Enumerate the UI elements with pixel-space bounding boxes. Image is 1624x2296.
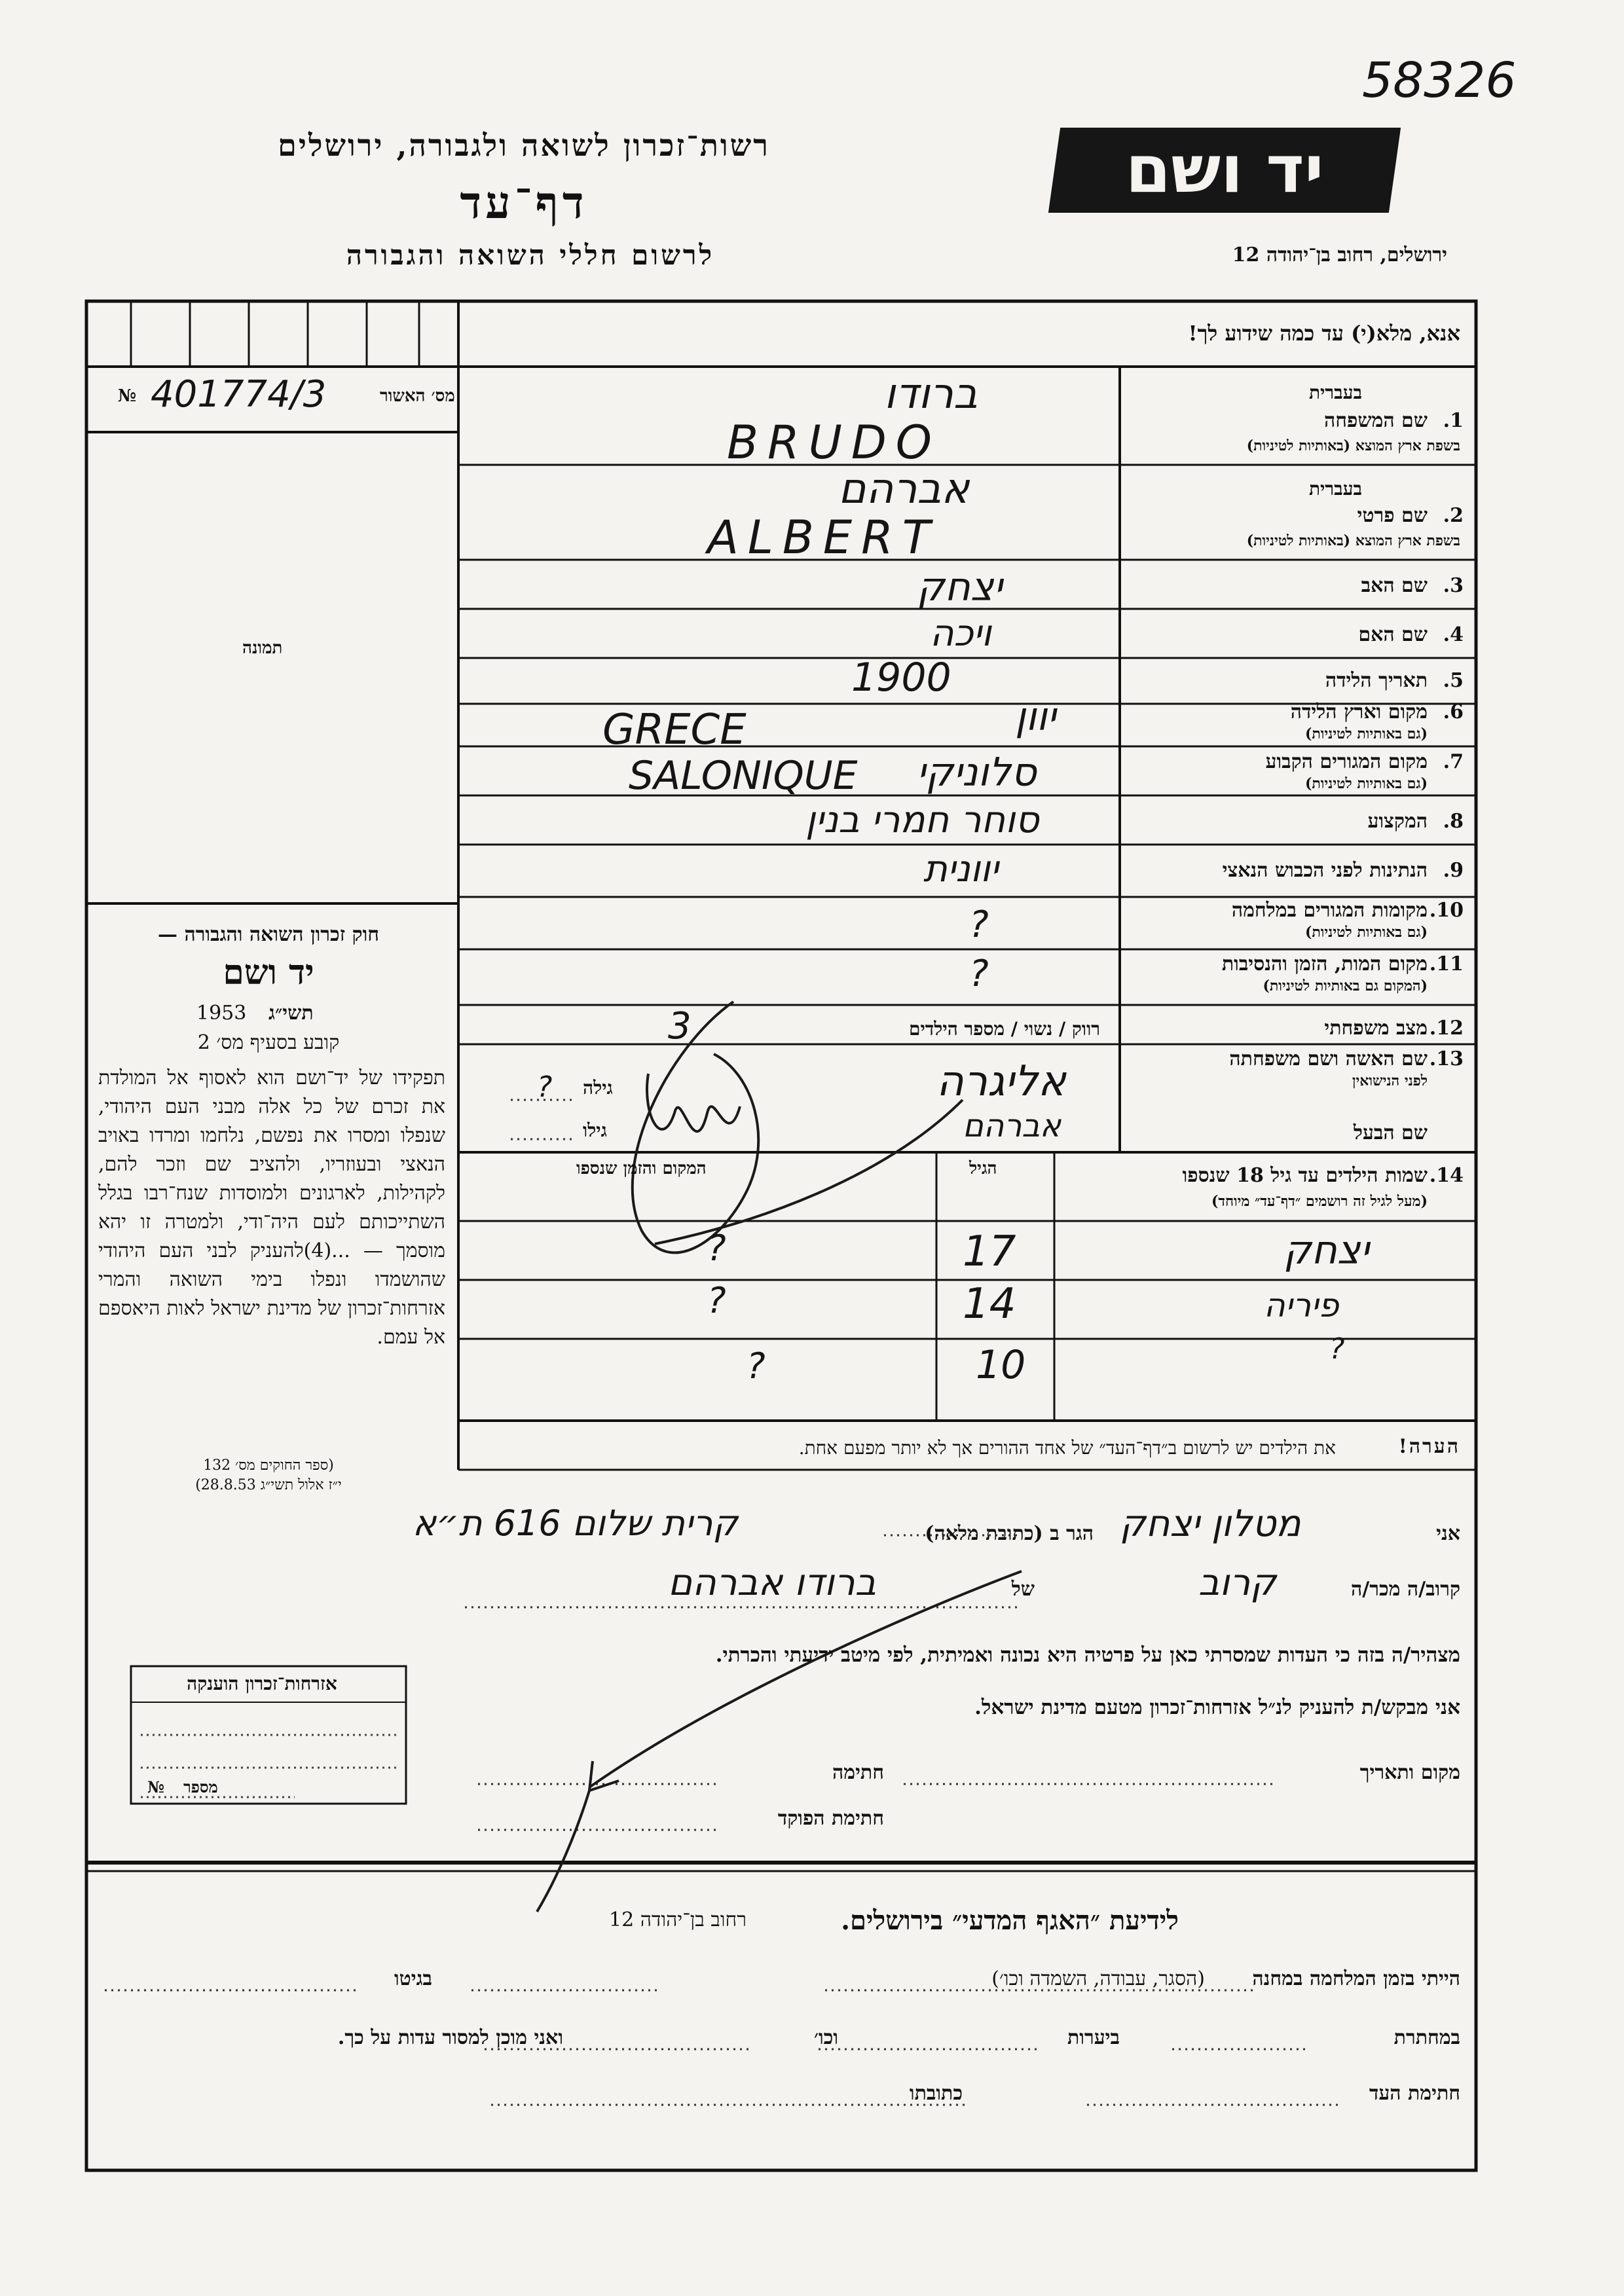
child-3-age: 10: [976, 1342, 1026, 1388]
science-address: רחוב בן־יהודה 12: [609, 1908, 747, 1931]
photo-label: תמונה: [242, 638, 283, 658]
form-purpose: לרשום חללי השואה והגבורה: [346, 239, 715, 271]
remark-label: הערה!: [1398, 1435, 1460, 1458]
law-name: יד ושם: [223, 953, 314, 993]
q10-sub: (גם באותיות לטיניות): [1304, 924, 1428, 941]
declarant-name: מטלון יצחק: [1120, 1503, 1301, 1545]
q6-num: 6.: [1443, 701, 1464, 723]
q4-num: 4.: [1443, 623, 1464, 646]
logo-text: יד ושם: [1125, 131, 1324, 208]
law-body: תפקידו של יד־ושם הוא לאסוף אל המולדת את זכרם של כל אלה מבני העם היהודי, שנפלו ומסרו את נפשם, נלחמו ומרדו באויב הנאצי ובעוזריו, ולהציב שם וזכר להם, לקהילות, לארגונים ולמוסדות שנח־רבו בגלל השתייכותם לעם היה־ודי, ולמטרה זו יהא מוסמך — ...(4)להעניק לבני העם היהודי שהושמדו ונפלו בימי השואה והמרי אזרחות־זכרון של מדינת ישראל לאות היאספם אל עמם.: [98, 1066, 446, 1349]
wife-name-value: אליגרה: [936, 1057, 1066, 1106]
science-l3-a: חתימת העד: [1369, 2082, 1460, 2105]
q12-num: 12.: [1429, 1017, 1464, 1040]
approval-label: מס׳ האשור: [380, 386, 455, 406]
q2-hebrew-value: אברהם: [838, 465, 970, 513]
child-3-name: ?: [1329, 1332, 1345, 1366]
q5-value: 1900: [851, 655, 951, 701]
child-1-name: יצחק: [1283, 1228, 1369, 1273]
statement: מצהיר/ה בזה כי העדות שמסרתי כאן על פרטיה היא נכונה ואמיתית, לפי מיטב ידיעתי והכרתי.: [715, 1643, 1460, 1667]
children-num: 14.: [1429, 1164, 1464, 1187]
q5-label: תאריך הלידה: [1325, 669, 1428, 692]
q3-value: יצחק: [917, 564, 1003, 610]
science-l1-c: בגיטו: [394, 1967, 432, 1990]
child-2-age: 14: [963, 1280, 1016, 1328]
relative-label: קרוב/ה מכר/ה: [1351, 1578, 1460, 1601]
science-l1-a: הייתי בזמן המלחמה במחנה: [1252, 1967, 1460, 1990]
q6-latin-value: GRECE: [602, 706, 747, 754]
q6-label: מקום וארץ הלידה: [1290, 701, 1428, 723]
child-1-place: ?: [707, 1228, 726, 1269]
child-1-age: 17: [963, 1228, 1016, 1276]
child-2-name: פיריה: [1264, 1286, 1339, 1324]
science-l2-d: ואני מוכן למסור עדות על כך.: [337, 2026, 563, 2049]
husband-label: שם הבעל: [1353, 1121, 1428, 1144]
q8-num: 8.: [1443, 810, 1464, 833]
q6-value: יוון: [1015, 694, 1056, 740]
q2-sub: בשפת ארץ המוצא (באותיות לטיניות): [1246, 532, 1460, 549]
of-label: של: [1011, 1578, 1035, 1601]
law-citation-2: י״ז אלול תשי״ג 28.8.53): [195, 1477, 342, 1493]
q12-label: מצב משפחתי: [1324, 1017, 1428, 1040]
q1-hebrew-tag: בעברית: [1308, 382, 1362, 403]
citizenship-number-prefix: №: [147, 1777, 165, 1796]
child-3-place: ?: [747, 1345, 766, 1387]
q7-num: 7.: [1443, 750, 1464, 773]
law-section: קובע בסעיף מס׳ 2: [197, 1031, 340, 1054]
officer-label: חתימת הפוקד: [777, 1807, 884, 1830]
place-header: המקום והזמן שנספו: [576, 1159, 707, 1178]
relation-value: קרוב: [1198, 1561, 1276, 1604]
q1-latin-value: BRUDO: [727, 416, 941, 469]
place-date-label: מקום ותאריך: [1359, 1761, 1460, 1784]
q10-num: 10.: [1429, 899, 1464, 922]
q7-value: סלוניקי: [917, 750, 1037, 795]
q8-label: המקצוע: [1367, 810, 1428, 833]
husband-name-value: אברהם: [963, 1108, 1061, 1144]
remark-text: את הילדים יש לרשום ב״דף־העד״ של אחד ההורים אך לא יותר מפעם אחת.: [798, 1437, 1336, 1459]
q2-num: 2.: [1443, 504, 1464, 527]
q12-children: 3: [668, 1005, 692, 1048]
q7-latin-value: SALONIQUE: [629, 753, 858, 799]
q11-num: 11.: [1429, 953, 1464, 975]
q13-num: 13.: [1429, 1048, 1464, 1070]
q7-label: מקום המגורים הקבוע: [1265, 750, 1428, 773]
q1-hebrew-value: ברודו: [884, 370, 978, 418]
children-title: שמות הילדים עד גיל 18 שנספו: [1182, 1164, 1428, 1187]
age-header: הגיל: [969, 1159, 997, 1178]
q3-label: שם האב: [1361, 574, 1428, 597]
q6-sub: (גם באותיות לטיניות): [1304, 725, 1428, 742]
q9-label: הנתינות לפני הכבוש הנאצי: [1222, 859, 1428, 882]
q4-label: שם האם: [1358, 623, 1428, 646]
q3-num: 3.: [1443, 574, 1464, 597]
q9-num: 9.: [1443, 859, 1464, 882]
q12-options: רווק / נשוי / מספר הילדים: [908, 1018, 1100, 1040]
q13-sub: לפני הנישואין: [1352, 1072, 1428, 1089]
q10-label: מקומות המגורים במלחמה: [1231, 899, 1428, 922]
science-title: לידיעת ״האגף המדעי״ בירושלים.: [841, 1905, 1179, 1936]
citizenship-number-label: מספר: [183, 1777, 218, 1796]
of-value: ברודו אברהם: [668, 1561, 877, 1604]
q1-label: שם המשפחה: [1323, 409, 1428, 432]
science-l2-c: וכו׳: [814, 2026, 838, 2049]
signature-label: חתימה: [832, 1761, 884, 1784]
declarant-label: אני: [1436, 1522, 1460, 1545]
header-address: ירושלים, רחוב בן־יהודה 12: [1232, 244, 1447, 266]
request: אני מבקש/ת להעניק לנ״ל אזרחות־זכרון מטעם מדינת ישראל.: [974, 1696, 1460, 1719]
wife-age-value: ?: [537, 1070, 553, 1104]
form-title: דף־עד: [460, 177, 588, 229]
q10-value: ?: [969, 903, 989, 946]
children-note: (מעל לגיל זה רושמים ״דף־עד״ מיוחד): [1211, 1193, 1428, 1210]
intro-text: אנא, מלא(י) עד כמה שידוע לך!: [1188, 321, 1460, 346]
address-label: הגר ב (כתובת מלאה): [925, 1522, 1094, 1545]
q11-value: ?: [969, 953, 989, 995]
law-title: חוק זכרון השואה והגבורה —: [158, 923, 379, 946]
law-year: 1953: [196, 1002, 247, 1025]
wife-age-label: גילה: [583, 1077, 613, 1099]
law-year-heb: תשי״ג: [268, 1002, 314, 1025]
q4-value: ויכה: [930, 612, 991, 655]
science-l2-a: במחתרת: [1393, 2026, 1460, 2049]
address-value: קרית שלום 616 ת״א: [413, 1503, 738, 1544]
q2-label: שם פרטי: [1357, 504, 1428, 527]
husband-age-label: גילו: [583, 1120, 607, 1141]
q11-label: מקום המות, הזמן והנסיבות: [1221, 953, 1428, 975]
q2-hebrew-tag: בעברית: [1308, 478, 1362, 500]
q8-value: סוחר חמרי בנין: [805, 799, 1039, 841]
child-2-place: ?: [707, 1280, 726, 1321]
authority-title: רשות־זכרון לשואה ולגבורה, ירושלים: [278, 128, 770, 163]
q7-sub: (גם באותיות לטיניות): [1304, 775, 1428, 792]
archive-number: 58326: [1362, 52, 1517, 109]
approval-prefix: №: [118, 386, 137, 406]
q1-num: 1.: [1443, 409, 1464, 432]
approval-number: 401774/3: [151, 373, 327, 416]
q1-sub: בשפת ארץ המוצא (באותיות לטיניות): [1246, 437, 1460, 454]
q2-latin-value: ALBERT: [707, 511, 940, 564]
q5-num: 5.: [1443, 669, 1464, 692]
q13-label: שם האשה ושם משפחתה: [1229, 1048, 1428, 1070]
law-citation-1: (ספר החוקים מס׳ 132: [203, 1457, 334, 1474]
citizenship-title: אזרחות־זכרון הוענקה: [187, 1673, 337, 1694]
science-l3-b: כתובתו: [909, 2082, 963, 2105]
q11-sub: (המקום גם באותיות לטיניות): [1263, 977, 1428, 994]
science-l1-b: (הסגר, עבודה, השמדה וכו׳): [991, 1967, 1205, 1990]
science-l2-b: ביערות: [1067, 2026, 1120, 2049]
q9-value: יוונית: [923, 848, 999, 890]
